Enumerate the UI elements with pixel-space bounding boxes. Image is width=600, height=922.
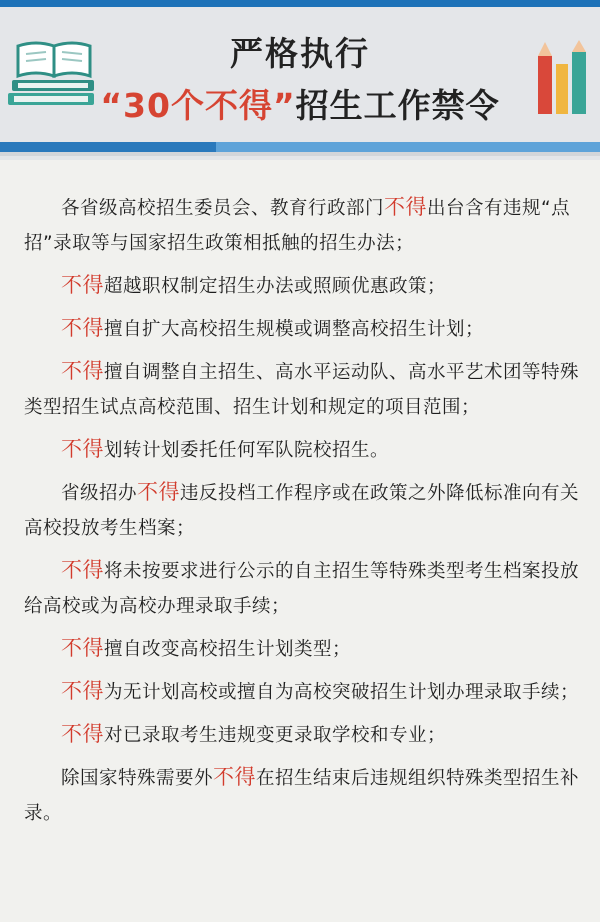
keyword-bude: 不得 xyxy=(137,480,181,504)
rule-item xyxy=(24,553,580,624)
title-rest: 招生工作禁令 xyxy=(295,86,500,125)
rule-prefix: 各省级高校招生委员会、教育行政部门 xyxy=(61,198,385,219)
keyword-bude: 不得 xyxy=(61,679,104,703)
rule-text: 超越职权制定招生办法或照顾优惠政策； xyxy=(104,276,447,297)
rule-item xyxy=(24,631,580,667)
keyword-bude: 不得 xyxy=(61,636,104,660)
header-banner xyxy=(0,0,600,160)
rule-item xyxy=(24,717,580,753)
rule-text: 划转计划委托任何军队院校招生。 xyxy=(104,440,390,461)
top-accent-bar xyxy=(0,0,600,7)
rule-item xyxy=(24,190,580,261)
rule-text: 出台含有违规“点招”录取等与国家招生政策相抵触的招生办法； xyxy=(24,198,571,254)
rules-list xyxy=(24,190,580,838)
rule-item xyxy=(24,354,580,425)
keyword-bude: 不得 xyxy=(384,195,428,219)
keyword-bude: 不得 xyxy=(61,437,104,461)
pencils-icon xyxy=(534,40,592,116)
keyword-bude: 不得 xyxy=(61,722,104,746)
rule-item xyxy=(24,475,580,546)
rule-prefix: 省级招办 xyxy=(61,483,138,504)
rule-text: 对已录取考生违规变更录取学校和专业； xyxy=(104,725,447,746)
title-quote: “30个不得” xyxy=(100,86,296,125)
rule-text: 擅自调整自主招生、高水平运动队、高水平艺术团等特殊类型招生试点高校范围、招生计划和规定的项目范围； xyxy=(24,362,580,418)
rule-item xyxy=(24,432,580,468)
rule-item xyxy=(24,268,580,304)
bottom-accent-bar xyxy=(0,142,600,152)
title-line-1: 严格执行 xyxy=(230,34,370,73)
keyword-bude: 不得 xyxy=(61,316,104,340)
rule-text: 将未按要求进行公示的自主招生等特殊类型考生档案投放给高校或为高校办理录取手续； xyxy=(24,561,580,617)
title-line-2 xyxy=(0,80,600,127)
rule-text: 擅自改变高校招生计划类型； xyxy=(104,639,352,660)
rule-item xyxy=(24,760,580,831)
rule-text: 擅自扩大高校招生规模或调整高校招生计划； xyxy=(104,319,485,340)
rule-item xyxy=(24,674,580,710)
keyword-bude: 不得 xyxy=(61,359,104,383)
keyword-bude: 不得 xyxy=(61,558,104,582)
rule-text: 为无计划高校或擅自为高校突破招生计划办理录取手续； xyxy=(104,682,580,703)
keyword-bude: 不得 xyxy=(61,273,104,297)
keyword-bude: 不得 xyxy=(213,765,257,789)
rule-text: 违反投档工作程序或在政策之外降低标准向有关高校投放考生档案； xyxy=(24,483,580,539)
rule-text: 在招生结束后违规组织特殊类型招生补录。 xyxy=(24,768,580,824)
rule-item xyxy=(24,311,580,347)
rule-prefix: 除国家特殊需要外 xyxy=(61,768,214,789)
